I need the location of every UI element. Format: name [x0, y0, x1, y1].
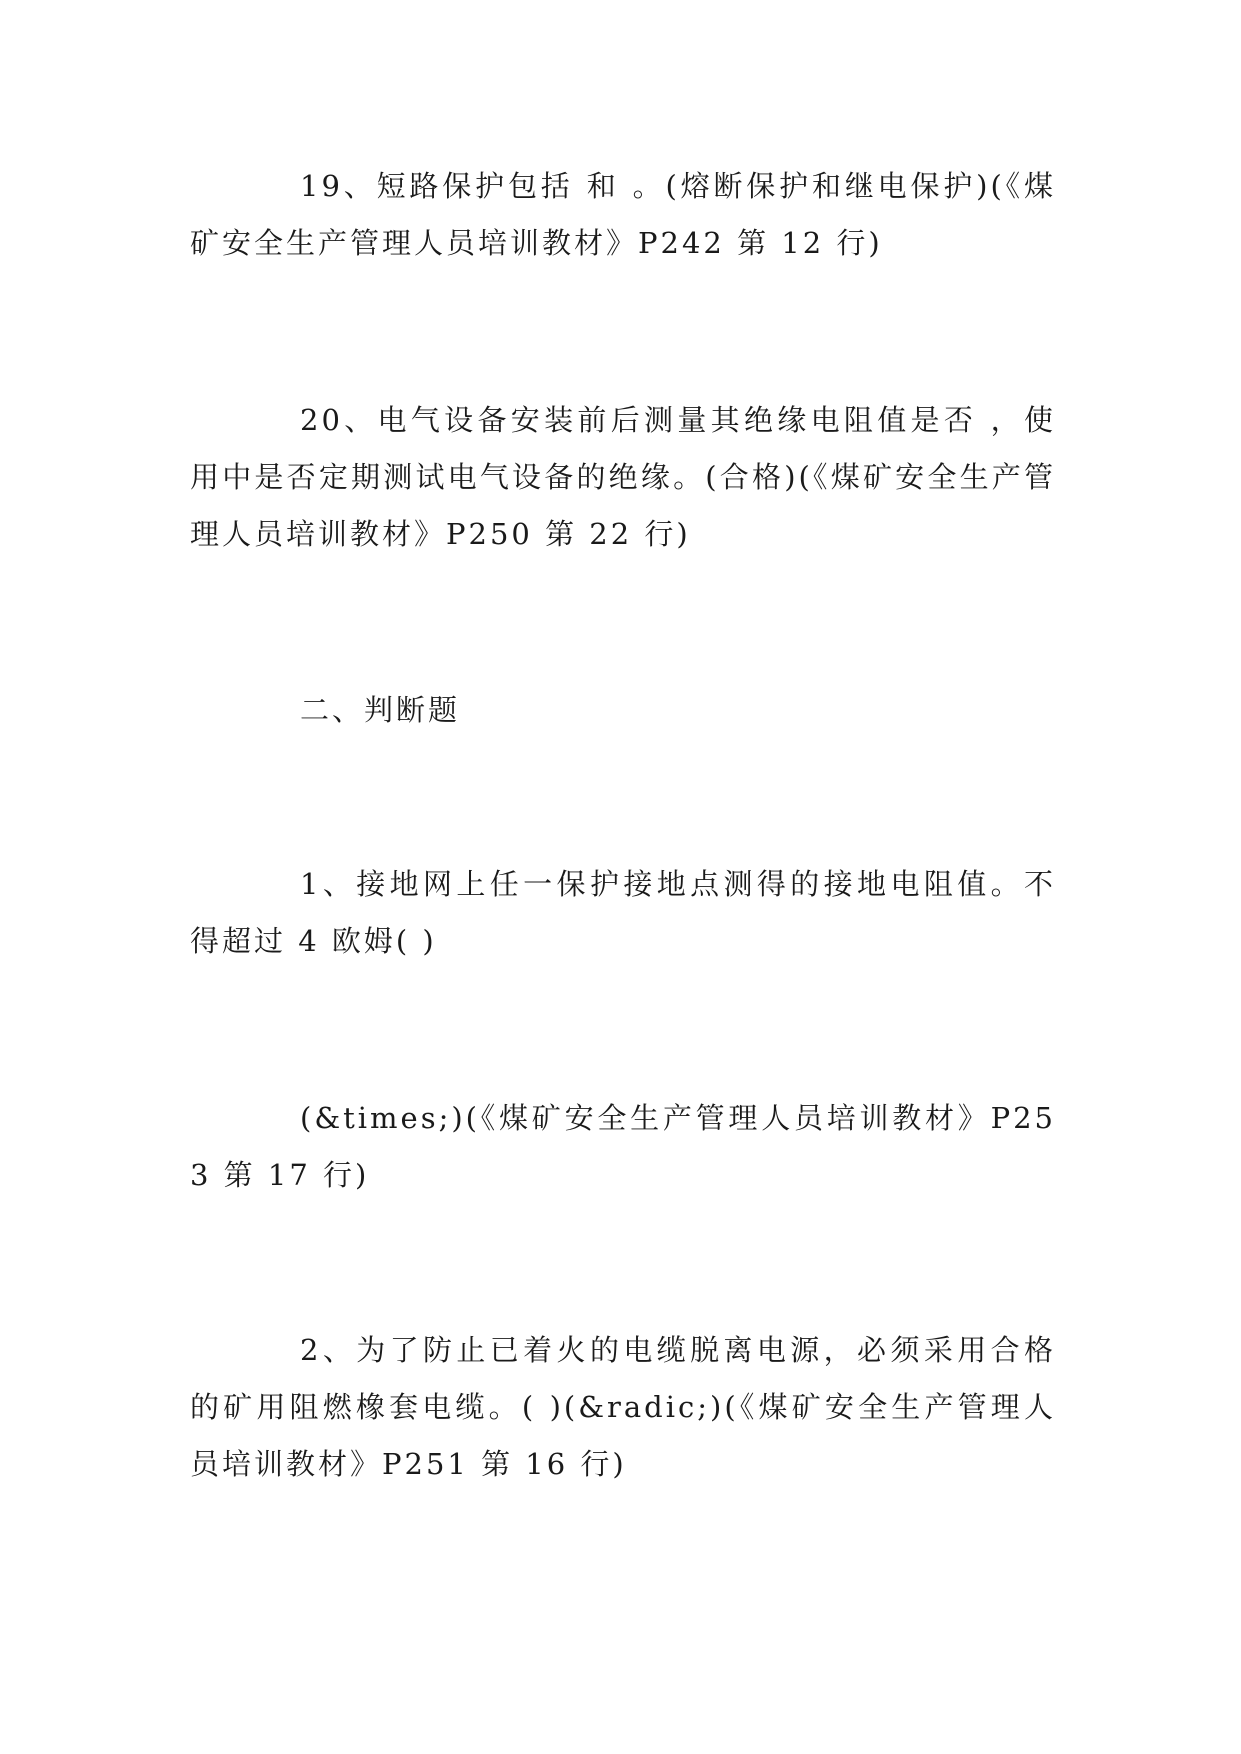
question-19-fill-blank: 19、短路保护包括 和 。(熔断保护和继电保护)(《煤矿安全生产管理人员培训教材》P242 第 12 行) [190, 169, 1056, 260]
true-false-answer-1: (&times;)(《煤矿安全生产管理人员培训教材》P253 第 17 行) [190, 1101, 1056, 1192]
question-20-fill-blank: 20、电气设备安装前后测量其绝缘电阻值是否 ，使用中是否定期测试电气设备的绝缘。(合格)(《煤矿安全生产管理人员培训教材》P250 第 22 行) [190, 403, 1056, 551]
true-false-question-1: 1、接地网上任一保护接地点测得的接地电阻值。不得超过 4 欧姆( ) [190, 867, 1056, 958]
section-heading-true-false: 二、判断题 [300, 693, 461, 727]
true-false-question-2: 2、为了防止已着火的电缆脱离电源，必须采用合格的矿用阻燃橡套电缆。( )(&radic;)(《煤矿安全生产管理人员培训教材》P251 第 16 行) [190, 1333, 1056, 1481]
